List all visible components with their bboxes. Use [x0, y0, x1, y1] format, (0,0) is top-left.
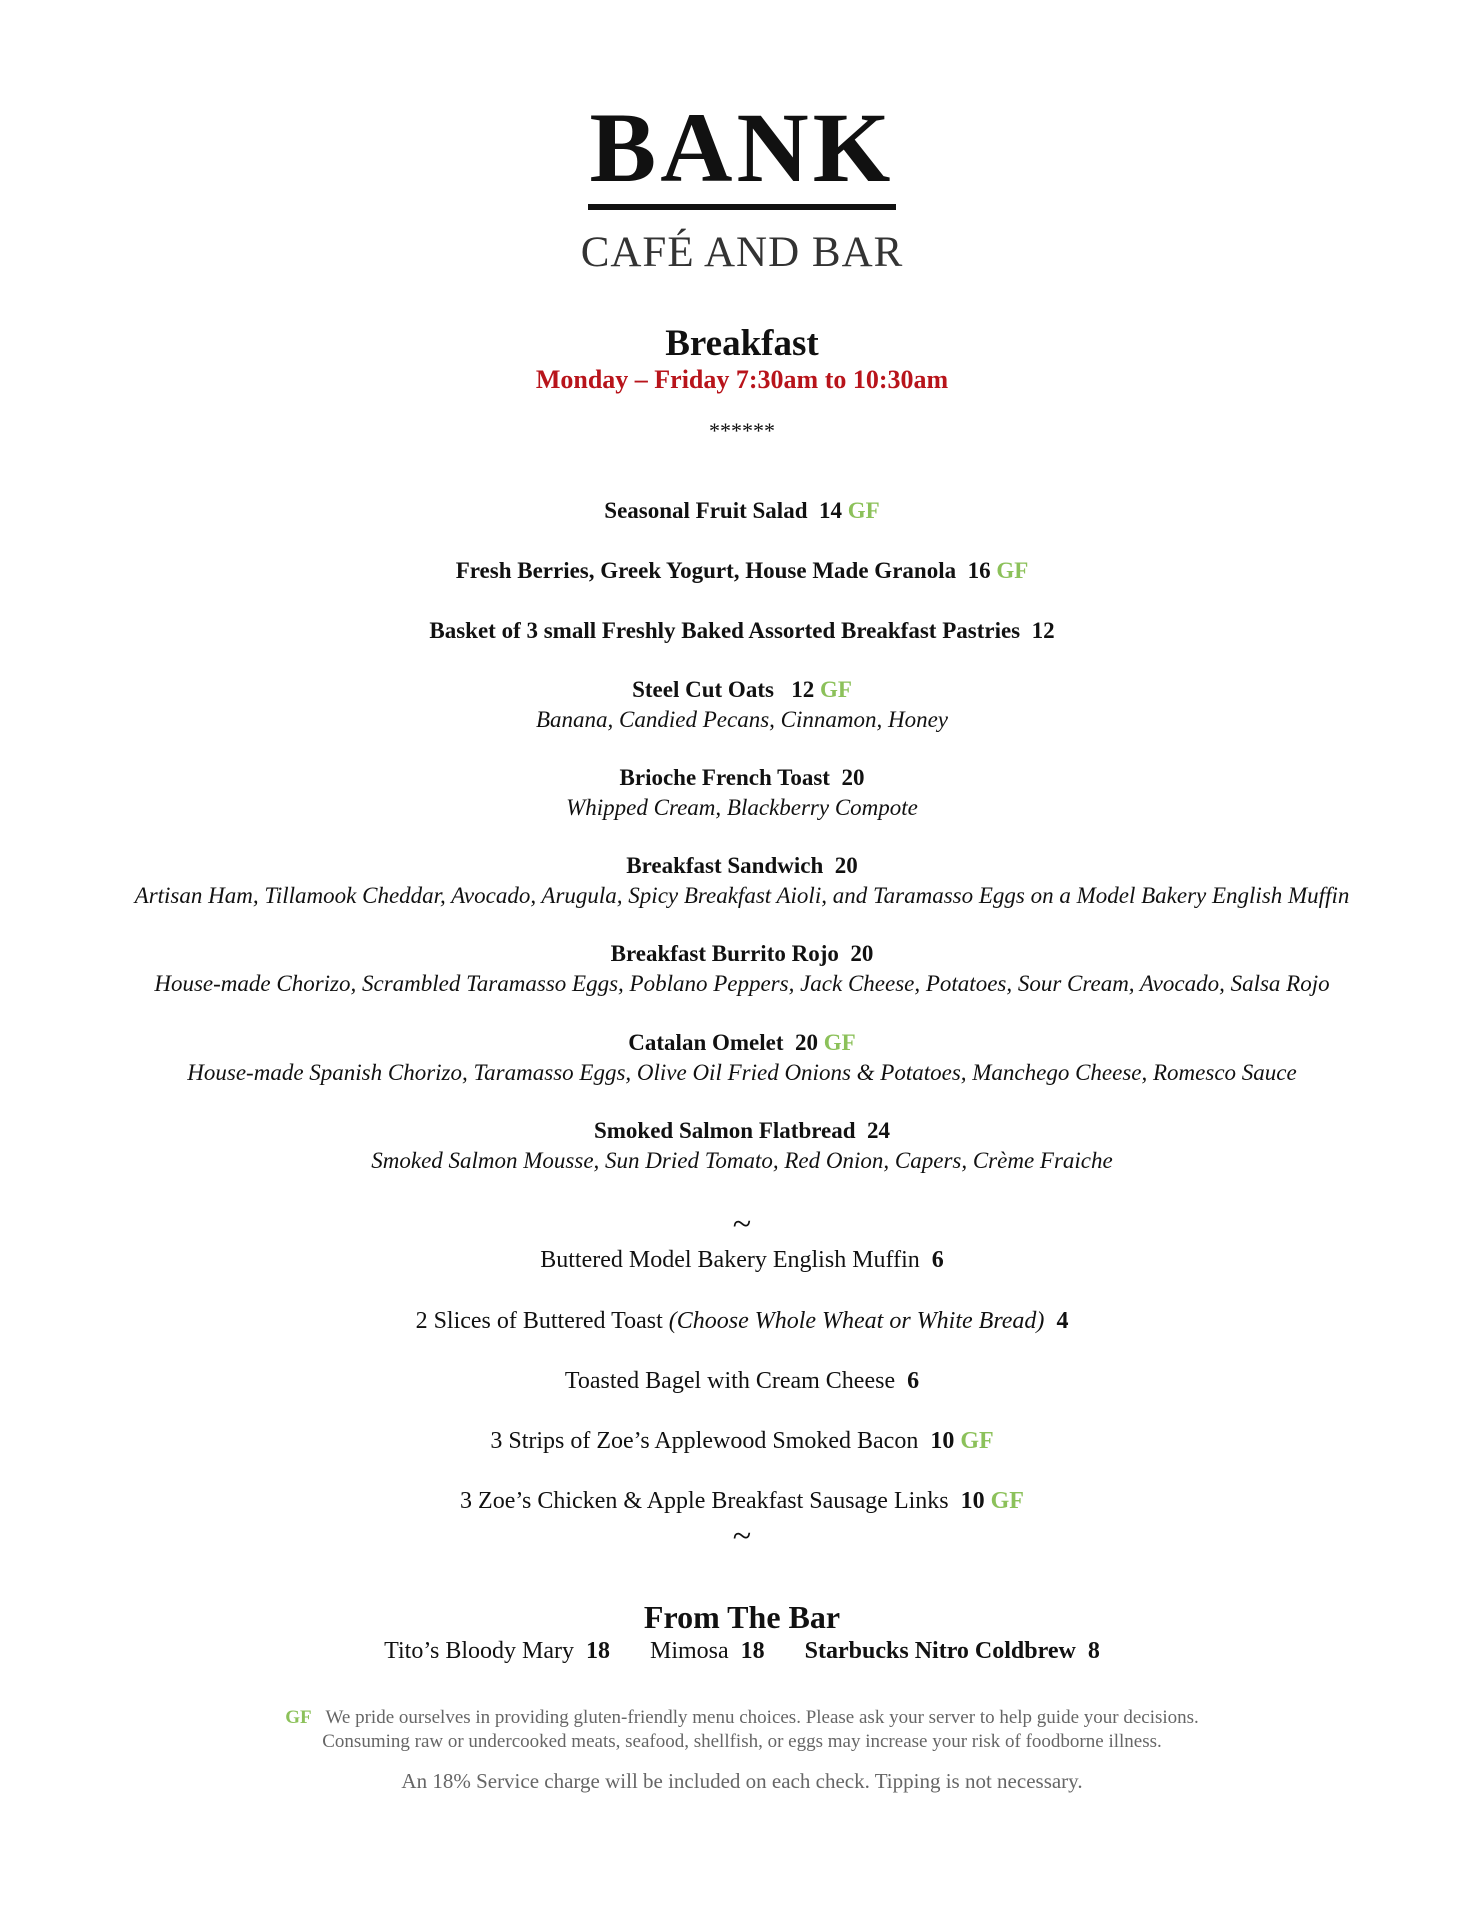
item-description: House-made Chorizo, Scrambled Taramasso Eggs, Poblano Peppers, Jack Cheese, Potatoes, Sour Cream, Avocado, Salsa Rojo: [154, 971, 1330, 996]
side-price: 10: [930, 1428, 955, 1454]
item-price: 20: [850, 941, 874, 966]
item-price: 24: [867, 1118, 891, 1143]
side-item: [0, 1366, 1484, 1396]
side-item: [0, 1486, 1484, 1516]
tilde-divider: ~: [732, 1206, 752, 1243]
gf-badge: GF: [990, 1488, 1024, 1514]
side-item: [0, 1245, 1484, 1275]
menu-item: [0, 496, 1484, 526]
side-note: (Choose Whole Wheat or White Bread): [668, 1308, 1045, 1334]
item-description: House-made Spanish Chorizo, Taramasso Eggs, Olive Oil Fried Onions & Potatoes, Manchego Cheese, Romesco Sauce: [187, 1060, 1297, 1085]
item-name: Steel Cut Oats: [632, 677, 774, 702]
menu-item: [0, 763, 1484, 823]
item-price: 20: [841, 765, 865, 790]
side-name: 3 Zoe’s Chicken & Apple Breakfast Sausage Links: [460, 1488, 949, 1514]
side-price: 6: [931, 1247, 944, 1273]
item-price: 14: [819, 498, 842, 523]
breakfast-hours: Monday – Friday 7:30am to 10:30am: [535, 365, 949, 394]
breakfast-title: Breakfast: [665, 323, 819, 364]
gf-badge: GF: [996, 558, 1029, 583]
side-price: 10: [960, 1488, 985, 1514]
tilde-divider: ~: [732, 1518, 752, 1555]
gf-badge: GF: [960, 1428, 994, 1454]
menu-item: [0, 675, 1484, 735]
item-name: Seasonal Fruit Salad: [604, 498, 808, 523]
logo: [0, 92, 1484, 210]
gf-badge: GF: [285, 1707, 312, 1728]
menu-item: [0, 1028, 1484, 1088]
divider-stars: ******: [709, 418, 775, 443]
item-description: Whipped Cream, Blackberry Compote: [566, 795, 918, 820]
gf-badge: GF: [819, 677, 852, 702]
item-name: Basket of 3 small Freshly Baked Assorted Breakfast Pastries: [429, 618, 1021, 643]
side-price: 6: [907, 1368, 920, 1394]
item-name: Brioche French Toast: [619, 765, 830, 790]
side-price: 4: [1056, 1308, 1069, 1334]
bar-item-price: 18: [740, 1638, 765, 1664]
side-item: [0, 1426, 1484, 1456]
logo-wordmark: BANK: [588, 98, 897, 210]
bar-item-price: 8: [1087, 1638, 1100, 1664]
bar-item-price: 18: [586, 1638, 610, 1664]
item-price: 16: [967, 558, 991, 583]
side-name: 3 Strips of Zoe’s Applewood Smoked Bacon: [490, 1428, 919, 1454]
item-name: Catalan Omelet: [628, 1030, 784, 1055]
item-description: Smoked Salmon Mousse, Sun Dried Tomato, Red Onion, Capers, Crème Fraiche: [371, 1148, 1113, 1173]
side-item: [0, 1306, 1484, 1336]
gf-badge: GF: [847, 498, 880, 523]
item-price: 12: [791, 677, 815, 702]
bar-item-name: Tito’s Bloody Mary: [384, 1638, 574, 1664]
side-name: Buttered Model Bakery English Muffin: [540, 1247, 920, 1273]
service-charge-note: An 18% Service charge will be included on each check. Tipping is not necessary.: [401, 1769, 1083, 1793]
item-description: Artisan Ham, Tillamook Cheddar, Avocado, Arugula, Spicy Breakfast Aioli, and Taramasso Eggs on a Model Bakery English Muffin: [134, 883, 1350, 908]
bar-title: From The Bar: [643, 1599, 841, 1635]
gf-badge: GF: [823, 1030, 856, 1055]
item-name: Smoked Salmon Flatbread: [593, 1118, 856, 1143]
gf-note: We pride ourselves in providing gluten-friendly menu choices. Please ask your server to help guide your decisions.: [325, 1707, 1199, 1728]
food-safety-note: Consuming raw or undercooked meats, seafood, shellfish, or eggs may increase your risk of foodborne illness.: [322, 1731, 1162, 1752]
bar-item-name: Mimosa: [650, 1638, 729, 1664]
menu-item: [0, 556, 1484, 586]
item-price: 20: [795, 1030, 818, 1055]
item-name: Breakfast Burrito Rojo: [610, 941, 839, 966]
bar-item-name: Starbucks Nitro Coldbrew: [804, 1638, 1076, 1664]
gf-disclaimer: [0, 1706, 1484, 1730]
logo-subtitle: CAFÉ AND BAR: [580, 229, 904, 276]
item-price: 12: [1031, 618, 1055, 643]
side-name: Toasted Bagel with Cream Cheese: [564, 1368, 896, 1394]
menu-item: [0, 616, 1484, 646]
bar-items: [0, 1636, 1484, 1666]
menu-item: [0, 1116, 1484, 1176]
menu-item: [0, 939, 1484, 999]
item-price: 20: [834, 853, 858, 878]
item-name: Breakfast Sandwich: [626, 853, 824, 878]
item-name: Fresh Berries, Greek Yogurt, House Made Granola: [455, 558, 957, 583]
item-description: Banana, Candied Pecans, Cinnamon, Honey: [535, 707, 949, 732]
menu-item: [0, 851, 1484, 911]
side-name: 2 Slices of Buttered Toast: [415, 1308, 663, 1334]
